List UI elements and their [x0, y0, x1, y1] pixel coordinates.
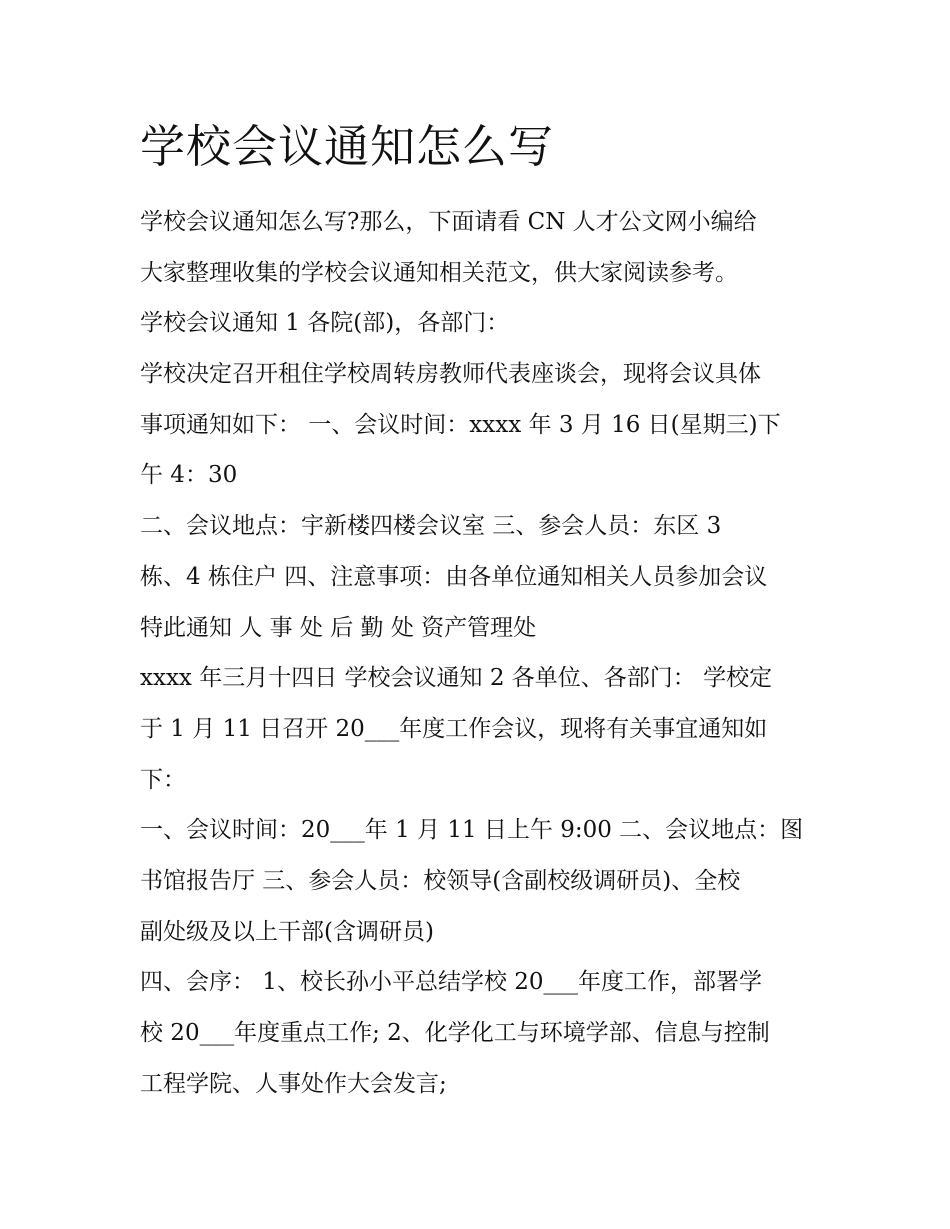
body-line: 二、会议地点：宇新楼四楼会议室 三、参会人员：东区 3	[140, 513, 722, 540]
body-line: 四、会序： 1、校长孙小平总结学校 20___年度工作，部署学	[140, 969, 763, 996]
body-line: 校 20___年度重点工作; 2、化学化工与环境学部、信息与控制	[140, 1020, 770, 1046]
body-line: 大家整理收集的学校会议通知相关范文，供大家阅读参考。	[140, 259, 738, 286]
body-line: 学校会议通知怎么写?那么，下面请看 CN 人才公文网小编给	[140, 209, 757, 235]
body-line: 学校决定召开租住学校周转房教师代表座谈会，现将会议具体	[140, 361, 761, 388]
body-line: 栋、4 栋住户 四、注意事项：由各单位通知相关人员参加会议	[140, 563, 768, 590]
body-line: 副处级及以上干部(含调研员)	[140, 918, 434, 945]
body-line: 午 4：30	[140, 462, 238, 489]
body-line: 于 1 月 11 日召开 20___年度工作会议，现将有关事宜通知如	[140, 715, 768, 742]
body-line: 一、会议时间：20___年 1 月 11 日上午 9:00 二、会议地点：图	[140, 817, 804, 844]
document-body	[140, 197, 830, 1109]
document-title: 学校会议通知怎么写	[140, 120, 555, 173]
body-line: 下：	[140, 766, 186, 793]
body-line: 学校会议通知 1 各院(部)，各部门：	[140, 310, 510, 337]
body-line: xxxx 年三月十四日 学校会议通知 2 各单位、各部门： 学校定	[140, 665, 773, 692]
body-line: 工程学院、人事处作大会发言;	[140, 1070, 447, 1097]
body-line: 事项通知如下： 一、会议时间：xxxx 年 3 月 16 日(星期三)下	[140, 411, 781, 438]
body-line: 书馆报告厅 三、参会人员：校领导(含副校级调研员)、全校	[140, 867, 741, 894]
body-line: 特此通知 人 事 处 后 勤 处 资产管理处	[140, 614, 537, 641]
